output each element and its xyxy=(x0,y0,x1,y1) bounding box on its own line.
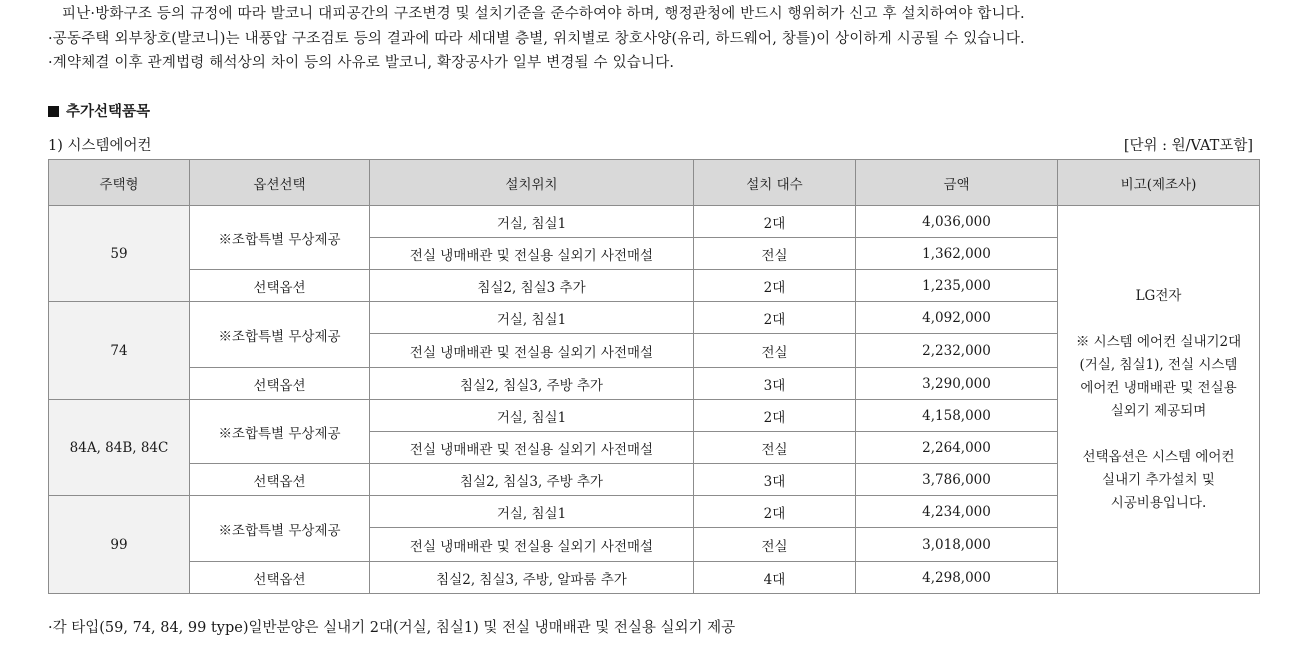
location-cell: 전실 냉매배관 및 전실용 실외기 사전매설 xyxy=(370,432,694,464)
option-label: 선택옵션 xyxy=(190,368,370,400)
count-cell: 2대 xyxy=(694,206,856,238)
count-cell: 2대 xyxy=(694,400,856,432)
note-text: 시공비용입니다. xyxy=(1110,494,1207,511)
free-option-label: ※조합특별 무상제공 xyxy=(190,496,370,562)
note-text: (거실, 침실1), 전실 시스템 xyxy=(1079,356,1238,373)
intro-line-3: ·계약체결 이후 관계법령 해석상의 차이 등의 사유로 발코니, 확장공사가 일부 변경될 수 있습니다. xyxy=(48,55,675,71)
count-cell: 3대 xyxy=(694,368,856,400)
unit-label: [단위 : 원/VAT포함] xyxy=(1123,138,1253,154)
count-cell: 전실 xyxy=(694,334,856,368)
note-text: 실외기 제공되며 xyxy=(1110,402,1207,419)
price-cell: 4,234,000 xyxy=(856,496,1058,528)
option-label: 선택옵션 xyxy=(190,562,370,594)
count-cell: 3대 xyxy=(694,464,856,496)
note-text: 선택옵션은 시스템 에어컨 xyxy=(1082,448,1235,465)
location-cell: 침실2, 침실3, 주방 추가 xyxy=(370,464,694,496)
price-cell: 4,298,000 xyxy=(856,562,1058,594)
price-cell: 3,786,000 xyxy=(856,464,1058,496)
note-maker: LG전자 xyxy=(1135,287,1182,304)
location-cell: 거실, 침실1 xyxy=(370,206,694,238)
header-location: 설치위치 xyxy=(370,160,694,206)
count-cell: 2대 xyxy=(694,496,856,528)
free-option-label: ※조합특별 무상제공 xyxy=(190,302,370,368)
option-label: 선택옵션 xyxy=(190,270,370,302)
note-text: 실내기 추가설치 및 xyxy=(1102,471,1215,488)
location-cell: 전실 냉매배관 및 전실용 실외기 사전매설 xyxy=(370,334,694,368)
square-bullet-icon xyxy=(48,106,59,117)
free-option-label: ※조합특별 무상제공 xyxy=(190,206,370,270)
aircon-option-table xyxy=(48,159,1260,594)
count-cell: 2대 xyxy=(694,302,856,334)
count-cell: 전실 xyxy=(694,238,856,270)
price-cell: 4,158,000 xyxy=(856,400,1058,432)
subsection-title: 1) 시스템에어컨 xyxy=(48,138,152,154)
table-header-row xyxy=(49,160,1260,206)
intro-line-2: ·공동주택 외부창호(발코니)는 내풍압 구조검토 등의 결과에 따라 세대별 층별, 위치별로 창호사양(유리, 하드웨어, 창틀)이 상이하게 시공될 수 있습니다. xyxy=(48,31,1025,47)
intro-line-1: 피난·방화구조 등의 규정에 따라 발코니 대피공간의 구조변경 및 설치기준을 준수하여야 하며, 행정관청에 반드시 행위허가 신고 후 설치하여야 합니다. xyxy=(62,6,1025,22)
price-cell: 2,232,000 xyxy=(856,334,1058,368)
count-cell: 전실 xyxy=(694,528,856,562)
count-cell: 전실 xyxy=(694,432,856,464)
price-cell: 3,018,000 xyxy=(856,528,1058,562)
section-title: 추가선택품목 xyxy=(66,104,151,120)
location-cell: 거실, 침실1 xyxy=(370,496,694,528)
type-cell: 84A, 84B, 84C xyxy=(49,400,190,496)
location-cell: 거실, 침실1 xyxy=(370,302,694,334)
type-cell: 99 xyxy=(49,496,190,594)
price-cell: 4,092,000 xyxy=(856,302,1058,334)
price-cell: 1,362,000 xyxy=(856,238,1058,270)
option-label: 선택옵션 xyxy=(190,464,370,496)
table-row xyxy=(49,206,1260,238)
note-cell xyxy=(1058,206,1260,594)
price-cell: 4,036,000 xyxy=(856,206,1058,238)
location-cell: 침실2, 침실3 추가 xyxy=(370,270,694,302)
count-cell: 4대 xyxy=(694,562,856,594)
location-cell: 전실 냉매배관 및 전실용 실외기 사전매설 xyxy=(370,238,694,270)
free-option-label: ※조합특별 무상제공 xyxy=(190,400,370,464)
note-text: ※ 시스템 에어컨 실내기2대 xyxy=(1075,333,1242,350)
section-heading xyxy=(48,100,150,121)
location-cell: 침실2, 침실3, 주방, 알파룸 추가 xyxy=(370,562,694,594)
location-cell: 전실 냉매배관 및 전실용 실외기 사전매설 xyxy=(370,528,694,562)
location-cell: 거실, 침실1 xyxy=(370,400,694,432)
price-cell: 2,264,000 xyxy=(856,432,1058,464)
location-cell: 침실2, 침실3, 주방 추가 xyxy=(370,368,694,400)
price-cell: 1,235,000 xyxy=(856,270,1058,302)
note-text: 에어컨 냉매배관 및 전실용 xyxy=(1080,379,1237,396)
price-cell: 3,290,000 xyxy=(856,368,1058,400)
header-note: 비고(제조사) xyxy=(1058,160,1260,206)
header-type: 주택형 xyxy=(49,160,190,206)
type-cell: 59 xyxy=(49,206,190,302)
header-price: 금액 xyxy=(856,160,1058,206)
header-count: 설치 대수 xyxy=(694,160,856,206)
header-option: 옵션선택 xyxy=(190,160,370,206)
footnote: ·각 타입(59, 74, 84, 99 type)일반분양은 실내기 2대(거실, 침실1) 및 전실 냉매배관 및 전실용 실외기 제공 xyxy=(48,620,736,636)
count-cell: 2대 xyxy=(694,270,856,302)
type-cell: 74 xyxy=(49,302,190,400)
